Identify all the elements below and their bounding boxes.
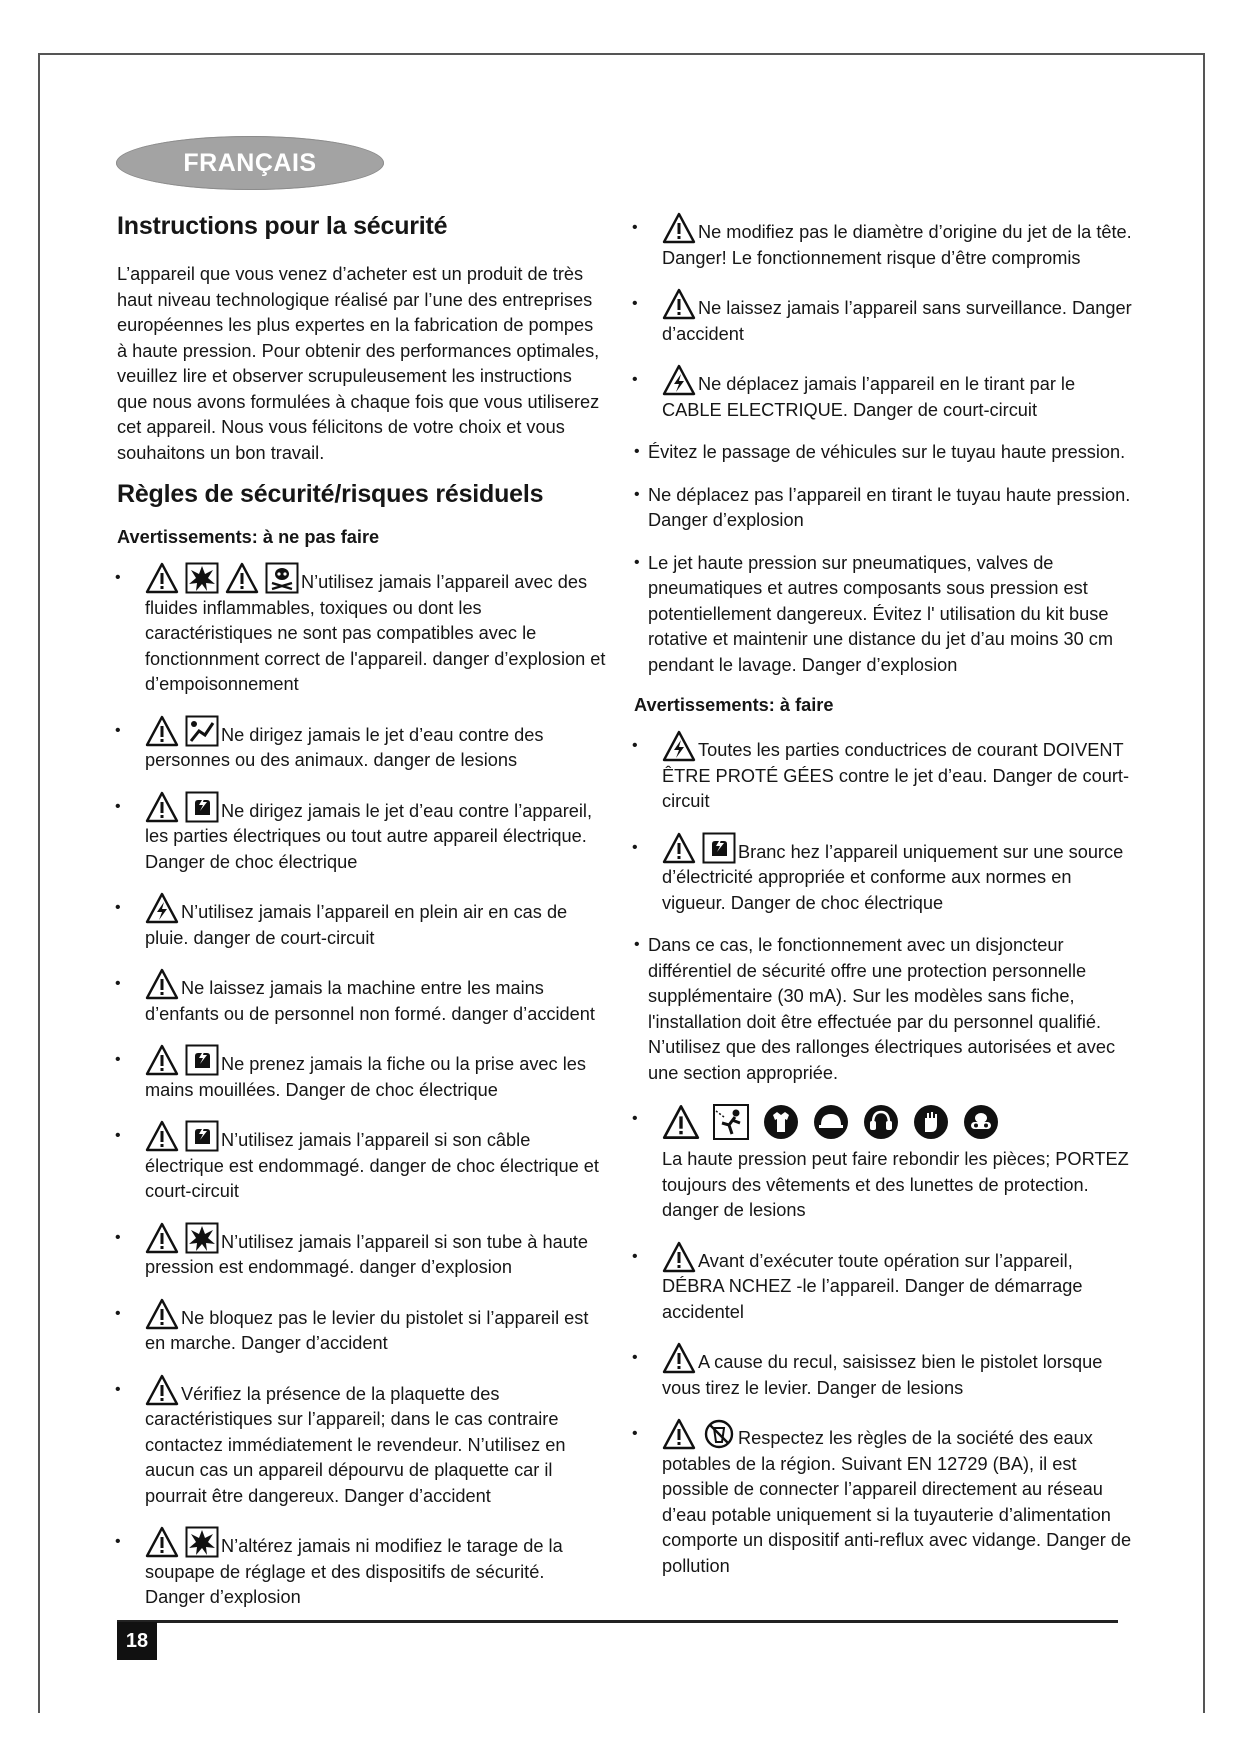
- warning-text: La haute pression peut faire rebondir les pièces; PORTEZ toujours des vêtements et des lunettes de protection. danger de lesions: [662, 1149, 1129, 1220]
- plain-warnings-list: [634, 440, 1134, 678]
- protective-clothing-icon: [762, 1103, 800, 1141]
- electric-shock-icon: [185, 1120, 219, 1152]
- warning-text: Dans ce cas, le fonctionnement avec un disjoncteur différentiel de sécurité offre une protection personnelle supplémentaire (30 mA). Sur les modèles sans fiche, l'installation doit être effectuée par du personnel qualifié. N’utilisez que des rallonges électriques autorisées et avec une section appropriée.: [648, 935, 1116, 1083]
- warning-text: Ne laissez jamais la machine entre les mains d’enfants ou de personnel non formé. danger d’accident: [145, 978, 595, 1024]
- page-frame-top: [38, 53, 1204, 55]
- list-item: [634, 1342, 1134, 1401]
- bullet: •: [634, 553, 640, 571]
- list-item: [117, 562, 607, 698]
- warning-icon: [145, 1374, 179, 1406]
- list-item: [634, 212, 1134, 271]
- list-item: [634, 933, 1134, 1086]
- warning-icon: [145, 1120, 179, 1152]
- warning-text: Respectez les règles de la société des eaux potables de la région. Suivant EN 12729 (BA), il est possible de connecter l’appareil directement au réseau d’eau potable uniquement si la tuyauterie d’alimentation comporte un dispositif anti-reflux avec vidange. Danger de pollution: [662, 1428, 1132, 1576]
- electric-warning-icon: [662, 364, 696, 396]
- warning-icon: [662, 212, 696, 244]
- list-item: [117, 715, 607, 774]
- warning-icon-group: [145, 892, 179, 924]
- do-warnings-list-continued: [634, 1241, 1134, 1580]
- bullet: •: [115, 1533, 121, 1550]
- warning-icon-group: [145, 791, 219, 823]
- bullet: •: [115, 569, 121, 586]
- ear-protection-icon: [862, 1103, 900, 1141]
- warning-text: N’altérez jamais ni modifiez le tarage de la soupape de réglage et des dispositifs de sécurité. Danger d’explosion: [145, 1536, 563, 1607]
- warning-icon: [145, 1298, 179, 1330]
- warning-icon-group: [145, 715, 219, 747]
- warning-text: N’utilisez jamais l’appareil avec des fluides inflammables, toxiques ou dont les caractéristiques ne sont pas compatibles avec le fonctionnment correct de l'appareil. danger d’explosion et d’empoisonnement: [145, 572, 606, 694]
- bullet: •: [634, 936, 640, 953]
- warning-icon-group: [662, 364, 696, 396]
- electric-warning-icon: [145, 892, 179, 924]
- right-column: [634, 212, 1134, 1596]
- list-item: [117, 1298, 607, 1357]
- warning-icon: [145, 562, 179, 594]
- rules-heading: Règles de sécurité/risques résiduels: [117, 480, 544, 508]
- list-item: [117, 1120, 607, 1205]
- dont-warnings-list: [117, 562, 607, 1611]
- warning-icon: [662, 1418, 696, 1450]
- left-column: [117, 212, 607, 1628]
- list-item: [117, 791, 607, 876]
- intro-paragraph: L’appareil que vous venez d’acheter est un produit de très haut niveau technologique réalisé par l’une des entreprises européennes les plus expertes en la fabrication de pompes à haute pression. Pour obtenir des performances optimales, veuillez lire et observer scrupuleusement les instructions que nous avons formulées à chaque fois que vous utiliserez cet appareil. Nous vous félicitons de votre choix et vous souhaitons un bon travail.: [117, 264, 600, 463]
- warning-icon: [662, 1342, 696, 1374]
- bullet: •: [115, 721, 121, 739]
- page-frame-right: [1203, 53, 1205, 1713]
- warning-icon: [145, 1526, 179, 1558]
- page-frame-left: [38, 53, 40, 1713]
- bullet: •: [632, 838, 638, 856]
- warning-text: Ne modifiez pas le diamètre d’origine du jet de la tête. Danger! Le fonctionnement risque d’être compromis: [662, 222, 1132, 268]
- warning-icon: [662, 1241, 696, 1273]
- do-warnings-heading: Avertissements: à faire: [634, 695, 834, 715]
- gloves-icon: [912, 1103, 950, 1141]
- bullet: •: [632, 1247, 638, 1265]
- list-item: [117, 968, 607, 1027]
- dont-warnings-heading: Avertissements: à ne pas faire: [117, 527, 380, 547]
- helmet-icon: [812, 1103, 850, 1141]
- warning-text: Vérifiez la présence de la plaquette des caractéristiques sur l’appareil; dans le cas contraire contactez immédiatement le revendeur. N’utilisez en aucun cas un appareil dépourvu de plaquette car il pourrait être dangereux. Danger d’accident: [145, 1383, 566, 1506]
- warning-icon-group: [662, 730, 696, 762]
- ppe-icon-row: [662, 1103, 1134, 1141]
- goggles-icon: [962, 1103, 1000, 1141]
- list-item: [634, 1418, 1134, 1579]
- warning-icon-group: [662, 1342, 696, 1374]
- warning-icon-group: [662, 212, 696, 244]
- bullet: •: [632, 737, 638, 754]
- warning-icon: [662, 1103, 700, 1141]
- electric-warning-icon: [662, 730, 696, 762]
- warning-icon-group: [662, 1418, 736, 1450]
- explosion-icon: [185, 1526, 219, 1558]
- warning-icon-group: [145, 1298, 179, 1330]
- warning-text: Évitez le passage de véhicules sur le tuyau haute pression.: [648, 442, 1126, 462]
- bullet: •: [115, 1051, 121, 1068]
- warning-text: Avant d’exécuter toute opération sur l’appareil, DÉBRA NCHEZ -le l’appareil. Danger de démarrage accidentel: [662, 1250, 1083, 1322]
- list-item: [634, 288, 1134, 347]
- ppe-list: [634, 1103, 1134, 1224]
- toxic-icon: [265, 562, 299, 594]
- warning-text: N’utilisez jamais l’appareil si son tube à haute pression est endommagé. danger d’explosion: [145, 1231, 588, 1277]
- list-item: [634, 440, 1134, 466]
- warning-text: Branc hez l’appareil uniquement sur une source d’électricité appropriée et conforme aux normes en vigueur. Danger de choc électrique: [662, 841, 1124, 913]
- bullet: •: [632, 1110, 638, 1127]
- warning-text: Ne bloquez pas le levier du pistolet si l’appareil est en marche. Danger d’accident: [145, 1307, 589, 1353]
- list-item: [634, 832, 1134, 917]
- warning-icon: [662, 832, 696, 864]
- explosion-icon: [185, 1222, 219, 1254]
- bullet: •: [115, 1228, 121, 1246]
- warning-icon-group: [662, 832, 736, 864]
- warning-icon-group: [145, 1044, 219, 1076]
- ricochet-icon: [712, 1103, 750, 1141]
- bullet: •: [632, 371, 638, 388]
- electric-shock-icon: [185, 791, 219, 823]
- warning-icon-group: [145, 1222, 219, 1254]
- warning-text: Ne déplacez pas l’appareil en tirant le tuyau haute pression. Danger d’explosion: [648, 484, 1131, 530]
- list-item: [634, 551, 1134, 679]
- list-item: [117, 1526, 607, 1611]
- do-warnings-list: [634, 730, 1134, 916]
- warning-icon: [145, 1044, 179, 1076]
- footer-rule: [117, 1620, 1118, 1623]
- warning-icon-group: [145, 1374, 179, 1406]
- warning-text: N’utilisez jamais l’appareil si son câble électrique est endommagé. danger de choc électrique et court-circuit: [145, 1130, 599, 1201]
- no-drinking-water-icon: [702, 1418, 736, 1450]
- bullet: •: [115, 899, 121, 916]
- bullet: •: [632, 219, 638, 236]
- bullet: •: [634, 485, 640, 503]
- injury-icon: [185, 715, 219, 747]
- warning-text: Ne dirigez jamais le jet d’eau contre l’appareil, les parties électriques ou tout autre appareil électrique. Danger de choc électrique: [145, 800, 593, 872]
- page-number: 18: [117, 1622, 157, 1660]
- page-title: Instructions pour la sécurité: [117, 212, 448, 240]
- bullet: •: [115, 1127, 121, 1144]
- list-item: [634, 730, 1134, 815]
- list-item: [634, 364, 1134, 423]
- electric-shock-icon: [702, 832, 736, 864]
- warning-icon-group: [145, 968, 179, 1000]
- bullet: •: [634, 443, 640, 460]
- list-item: [634, 1241, 1134, 1326]
- warning-icon: [225, 562, 259, 594]
- bullet: •: [115, 797, 121, 815]
- do-plain-list: [634, 933, 1134, 1086]
- warning-icon: [145, 968, 179, 1000]
- warning-text: N’utilisez jamais l’appareil en plein air en cas de pluie. danger de court-circuit: [145, 902, 568, 948]
- list-item: [634, 483, 1134, 534]
- warning-text: Ne prenez jamais la fiche ou la prise avec les mains mouillées. Danger de choc électrique: [145, 1054, 586, 1100]
- list-item: [117, 1374, 607, 1510]
- warning-text: Ne dirigez jamais le jet d’eau contre des personnes ou des animaux. danger de lesions: [145, 724, 544, 770]
- warning-icon-group: [662, 288, 696, 320]
- warning-icon: [145, 715, 179, 747]
- dont-warnings-list-continued: [634, 212, 1134, 423]
- warning-icon: [145, 791, 179, 823]
- warning-icon: [662, 288, 696, 320]
- bullet: •: [115, 1380, 121, 1398]
- warning-icon-group: [145, 562, 299, 594]
- warning-icon-group: [662, 1241, 696, 1273]
- warning-text: Toutes les parties conductrices de courant DOIVENT ÊTRE PROTÉ GÉES contre le jet d’eau. Danger de court-circuit: [662, 740, 1130, 811]
- bullet: •: [632, 1349, 638, 1366]
- explosion-icon: [185, 562, 219, 594]
- list-item: [117, 1044, 607, 1103]
- warning-icon-group: [145, 1120, 219, 1152]
- bullet: •: [115, 1304, 121, 1322]
- warning-icon-group: [145, 1526, 219, 1558]
- list-item: [117, 1222, 607, 1281]
- bullet: •: [632, 295, 638, 312]
- warning-text: Le jet haute pression sur pneumatiques, valves de pneumatiques et autres composants sous pression est potentiellement dangereux. Évitez l' utilisation du kit buse rotative et maintenir une distance du jet d’au moins 30 cm pendant le lavage. Danger d’explosion: [648, 552, 1114, 675]
- list-item: [634, 1103, 1134, 1224]
- list-item: [117, 892, 607, 951]
- electric-shock-icon: [185, 1044, 219, 1076]
- warning-text: A cause du recul, saisissez bien le pistolet lorsque vous tirez le levier. Danger de lesions: [662, 1352, 1103, 1398]
- language-tab: FRANÇAIS: [116, 136, 384, 190]
- bullet: •: [115, 975, 121, 992]
- warning-icon: [145, 1222, 179, 1254]
- bullet: •: [632, 1425, 638, 1442]
- warning-text: Ne déplacez jamais l’appareil en le tirant par le CABLE ELECTRIQUE. Danger de court-circuit: [662, 374, 1076, 420]
- warning-text: Ne laissez jamais l’appareil sans surveillance. Danger d’accident: [662, 298, 1132, 344]
